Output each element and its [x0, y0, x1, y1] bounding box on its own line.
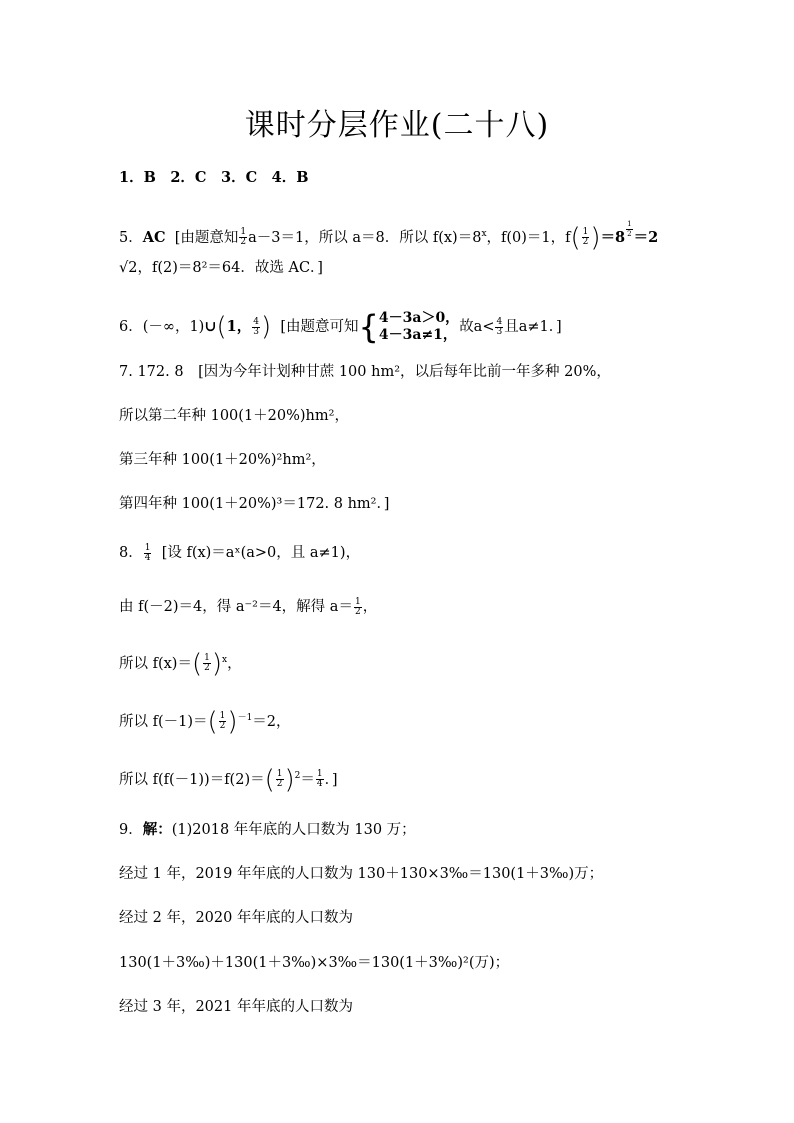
inequality-system: 4－3a＞0， 4－3a≠1， [378, 310, 460, 343]
answer-8-line-2: 由 f(－2)＝4，得 a⁻²＝4，解得 a＝ $\frac{1}{2}$ ， [119, 596, 378, 617]
fraction-exponent: 1 2 [627, 220, 632, 238]
answer-7-line-1: 7. 172. 8 [因为今年计划种甘蔗 100 hm²，以后每年比前一年多种 20%， [119, 364, 611, 380]
fraction: $\frac{1}{4}$ [316, 769, 323, 790]
fraction: $\frac{1}{2}$ [354, 596, 361, 617]
fraction: $\frac{1}{4}$ [144, 542, 151, 563]
answer-8-line-5: 所以 f(f(－1))＝f(2)＝( $\frac{1}{2}$ )$^2$＝ $\frac{1}{4}$ ．] [119, 764, 338, 795]
answer-6: 6．(－∞，1)∪(1， $\frac{4}{3}$ ) [由题意可知{ 4－3a＞0， 4－3a≠1， 故a< $\frac{4}{3}$ 且a≠1．] [119, 308, 562, 346]
answer-9-line-4: 130(1＋3‰)＋130(1＋3‰)×3‰＝130(1＋3‰)²(万)； [119, 955, 510, 971]
answer-5-line-1: 5．AC [由题意知 $\frac{1}{2}$ a－3＝1，所以 a＝8．所以 $f(x)=8^x$，f(0)＝1，f( $\frac{1}{2}$ )＝8 $^{\frac{1}{2}}$ ＝2 [119, 220, 659, 253]
answer-9-line-1: 9．解：(1)2018 年年底的人口数为 130 万； [119, 821, 416, 838]
answer-5-line-2: √2，f(2)＝8²＝64．故选 AC．] [119, 260, 323, 276]
answer-7-line-4: 第四年种 100(1＋20%)³＝172. 8 hm²．] [119, 496, 390, 512]
answer-9-line-2: 经过 1 年，2019 年年底的人口数为 130＋130×3‰＝130(1＋3‰)万； [119, 866, 604, 882]
answer-7-line-2: 所以第二年种 100(1＋20%)hm²， [119, 408, 349, 424]
fraction: $\frac{1}{2}$ [204, 653, 210, 674]
answer-7-line-3: 第三年种 100(1＋20%)²hm²， [119, 452, 326, 468]
fraction: $\frac{1}{2}$ [582, 227, 589, 248]
page-title: 课时分层作业(二十八) [244, 108, 550, 143]
answer-8-line-3: 所以 f(x)＝( $\frac{1}{2}$ )$^x$， [119, 648, 242, 679]
fraction: $\frac{4}{3}$ [253, 316, 259, 337]
fraction: $\frac{1}{2}$ [240, 227, 247, 248]
answer-9-line-3: 经过 2 年，2020 年年底的人口数为 [119, 910, 353, 926]
answer-9-line-5: 经过 3 年，2021 年年底的人口数为 [119, 999, 353, 1015]
fraction: $\frac{1}{2}$ [219, 711, 226, 732]
answer-8-line-1: 8． $\frac{1}{4}$ [设 f(x)＝aˣ(a>0，且 a≠1)， [119, 542, 361, 563]
answer-8-line-4: 所以 f(－1)＝( $\frac{1}{2}$ )$^{-1}$＝2， [119, 706, 291, 737]
fraction: $\frac{1}{2}$ [276, 769, 283, 790]
fraction: $\frac{4}{3}$ [496, 316, 503, 337]
answers-1-4: 1．B 2．C 3．C 4．B [119, 169, 309, 186]
